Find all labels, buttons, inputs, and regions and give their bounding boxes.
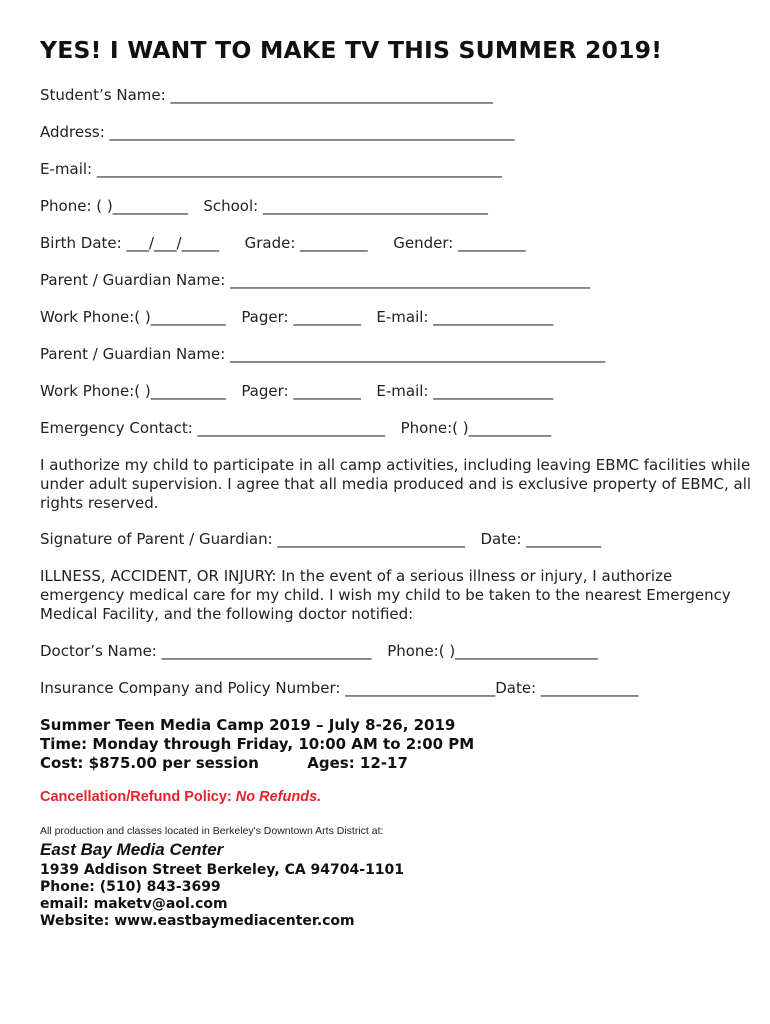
birth-date-field[interactable]: Birth Date: ___/___/_____ (40, 234, 220, 252)
birth-grade-gender-row (40, 234, 526, 252)
form-title: YES! I WANT TO MAKE TV THIS SUMMER 2019! (40, 36, 663, 64)
address-field[interactable]: Address: ______________________________________________________ (40, 123, 515, 141)
camp-cost-ages (40, 754, 408, 773)
location-note: All production and classes located in Berkeley's Downtown Arts District at: (40, 825, 384, 837)
parent1-name-field[interactable]: Parent / Guardian Name: ________________________________________________ (40, 271, 591, 289)
camp-time: Time: Monday through Friday, 10:00 AM to 2:00 PM (40, 735, 475, 753)
parent1-email-field[interactable]: E-mail: ________________ (376, 308, 554, 326)
org-address: 1939 Addison Street Berkeley, CA 94704-1101 (40, 862, 405, 878)
signature-row (40, 530, 601, 548)
email-field[interactable]: E-mail: ______________________________________________________ (40, 160, 502, 178)
parent1-pager-field[interactable]: Pager: _________ (241, 308, 361, 326)
parent2-work-phone-field[interactable]: Work Phone:( )__________ (40, 382, 226, 400)
cancellation-value: No Refunds. (235, 789, 322, 805)
signature-field[interactable]: Signature of Parent / Guardian: _________________________ (40, 530, 465, 548)
parent1-contact-row (40, 308, 553, 326)
doctor-name-field[interactable]: Doctor’s Name: ____________________________ (40, 642, 372, 660)
grade-field[interactable]: Grade: _________ (244, 234, 368, 252)
gender-field[interactable]: Gender: _________ (393, 234, 526, 252)
parent1-work-phone-field[interactable]: Work Phone:( )__________ (40, 308, 226, 326)
signature-date-field[interactable]: Date: __________ (480, 530, 602, 548)
parent2-name-field[interactable]: Parent / Guardian Name: __________________________________________________ (40, 345, 606, 363)
camp-dates: Summer Teen Media Camp 2019 – July 8-26, 2019 (40, 716, 456, 734)
org-email: email: maketv@aol.com (40, 896, 228, 912)
insurance-field[interactable]: Insurance Company and Policy Number: ____________________Date: _____________ (40, 679, 639, 697)
org-name: East Bay Media Center (40, 840, 224, 859)
org-phone: Phone: (510) 843-3699 (40, 879, 221, 895)
illness-paragraph: ILLNESS, ACCIDENT, OR INJURY: In the event of a serious illness or injury, I authorize emergency medical care for my child. I wish my child to be taken to the nearest Emergency Medical Facility, and the following doctor notified: (40, 567, 731, 623)
emergency-row (40, 419, 551, 437)
emergency-phone-field[interactable]: Phone:( )___________ (400, 419, 552, 437)
parent2-email-field[interactable]: E-mail: ________________ (376, 382, 554, 400)
school-field[interactable]: School: ______________________________ (203, 197, 488, 215)
cancellation-label: Cancellation/Refund Policy: (40, 789, 236, 805)
doctor-row (40, 642, 598, 660)
cancellation-policy (40, 789, 321, 805)
org-website: Website: www.eastbaymediacenter.com (40, 913, 355, 929)
camp-cost: Cost: $875.00 per session (40, 754, 259, 772)
parent2-contact-row (40, 382, 553, 400)
emergency-contact-field[interactable]: Emergency Contact: _________________________ (40, 419, 386, 437)
student-name-field[interactable]: Student’s Name: ___________________________________________ (40, 86, 493, 104)
doctor-phone-field[interactable]: Phone:( )___________________ (387, 642, 598, 660)
camp-ages: Ages: 12-17 (307, 754, 408, 772)
authorization-paragraph: I authorize my child to participate in all camp activities, including leaving EBMC facilities while under adult supervision. I agree that all media produced and is exclusive property of EBMC, all rights reserved. (40, 456, 752, 512)
phone-school-row (40, 197, 488, 215)
parent2-pager-field[interactable]: Pager: _________ (241, 382, 361, 400)
phone-field[interactable]: Phone: ( )__________ (40, 197, 188, 215)
